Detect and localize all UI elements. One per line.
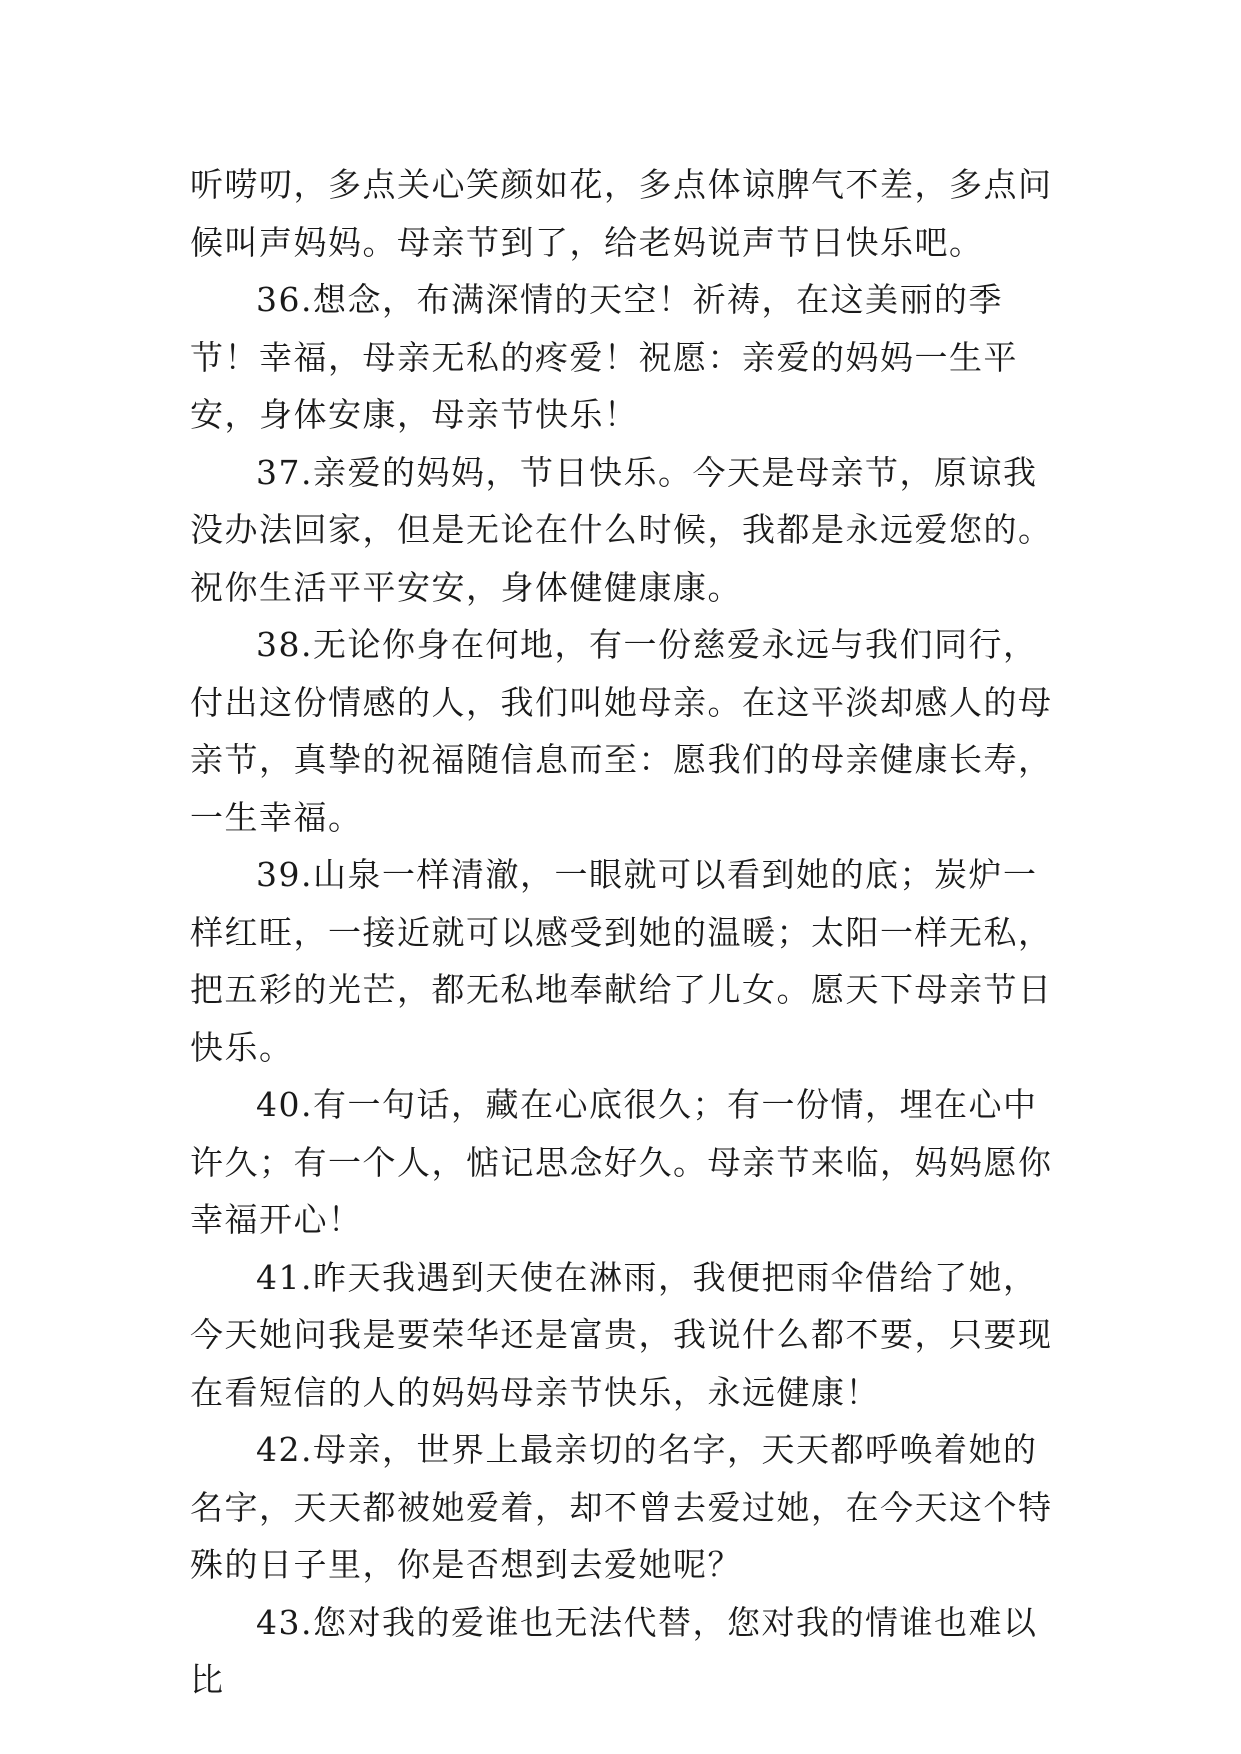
paragraph-41: 41.昨天我遇到天使在淋雨，我便把雨伞借给了她，今天她问我是要荣华还是富贵，我说什么都不要，只要现在看短信的人的妈妈母亲节快乐，永远健康！ [190, 1257, 1053, 1412]
paragraph-42: 42.母亲，世界上最亲切的名字，天天都呼唤着她的名字，天天都被她爱着，却不曾去爱过她，在今天这个特殊的日子里，你是否想到去爱她呢？ [190, 1430, 1053, 1584]
paragraph-38: 38.无论你身在何地，有一份慈爱永远与我们同行，付出这份情感的人，我们叫她母亲。在这平淡却感人的母亲节，真挚的祝福随信息而至：愿我们的母亲健康长寿，一生幸福。 [190, 625, 1053, 837]
paragraph-40: 40.有一句话，藏在心底很久；有一份情，埋在心中许久；有一个人，惦记思念好久。母亲节来临，妈妈愿你幸福开心！ [190, 1085, 1053, 1239]
paragraph-43: 43.您对我的爱谁也无法代替，您对我的情谁也难以比 [190, 1602, 1038, 1699]
document-body [190, 156, 1058, 1709]
paragraph-continued: 听唠叨，多点关心笑颜如花，多点体谅脾气不差，多点问候叫声妈妈。母亲节到了，给老妈说声节日快乐吧。 [190, 165, 1053, 262]
paragraph-37: 37.亲爱的妈妈，节日快乐。今天是母亲节，原谅我没办法回家，但是无论在什么时候，我都是永远爱您的。祝你生活平平安安，身体健健康康。 [190, 452, 1053, 607]
paragraph-39: 39.山泉一样清澈，一眼就可以看到她的底；炭炉一样红旺，一接近就可以感受到她的温暖；太阳一样无私，把五彩的光芒，都无私地奉献给了儿女。愿天下母亲节日快乐。 [190, 855, 1053, 1067]
paragraph-36: 36.想念，布满深情的天空！祈祷，在这美丽的季节！幸福，母亲无私的疼爱！祝愿：亲爱的妈妈一生平安，身体安康，母亲节快乐！ [190, 280, 1018, 434]
